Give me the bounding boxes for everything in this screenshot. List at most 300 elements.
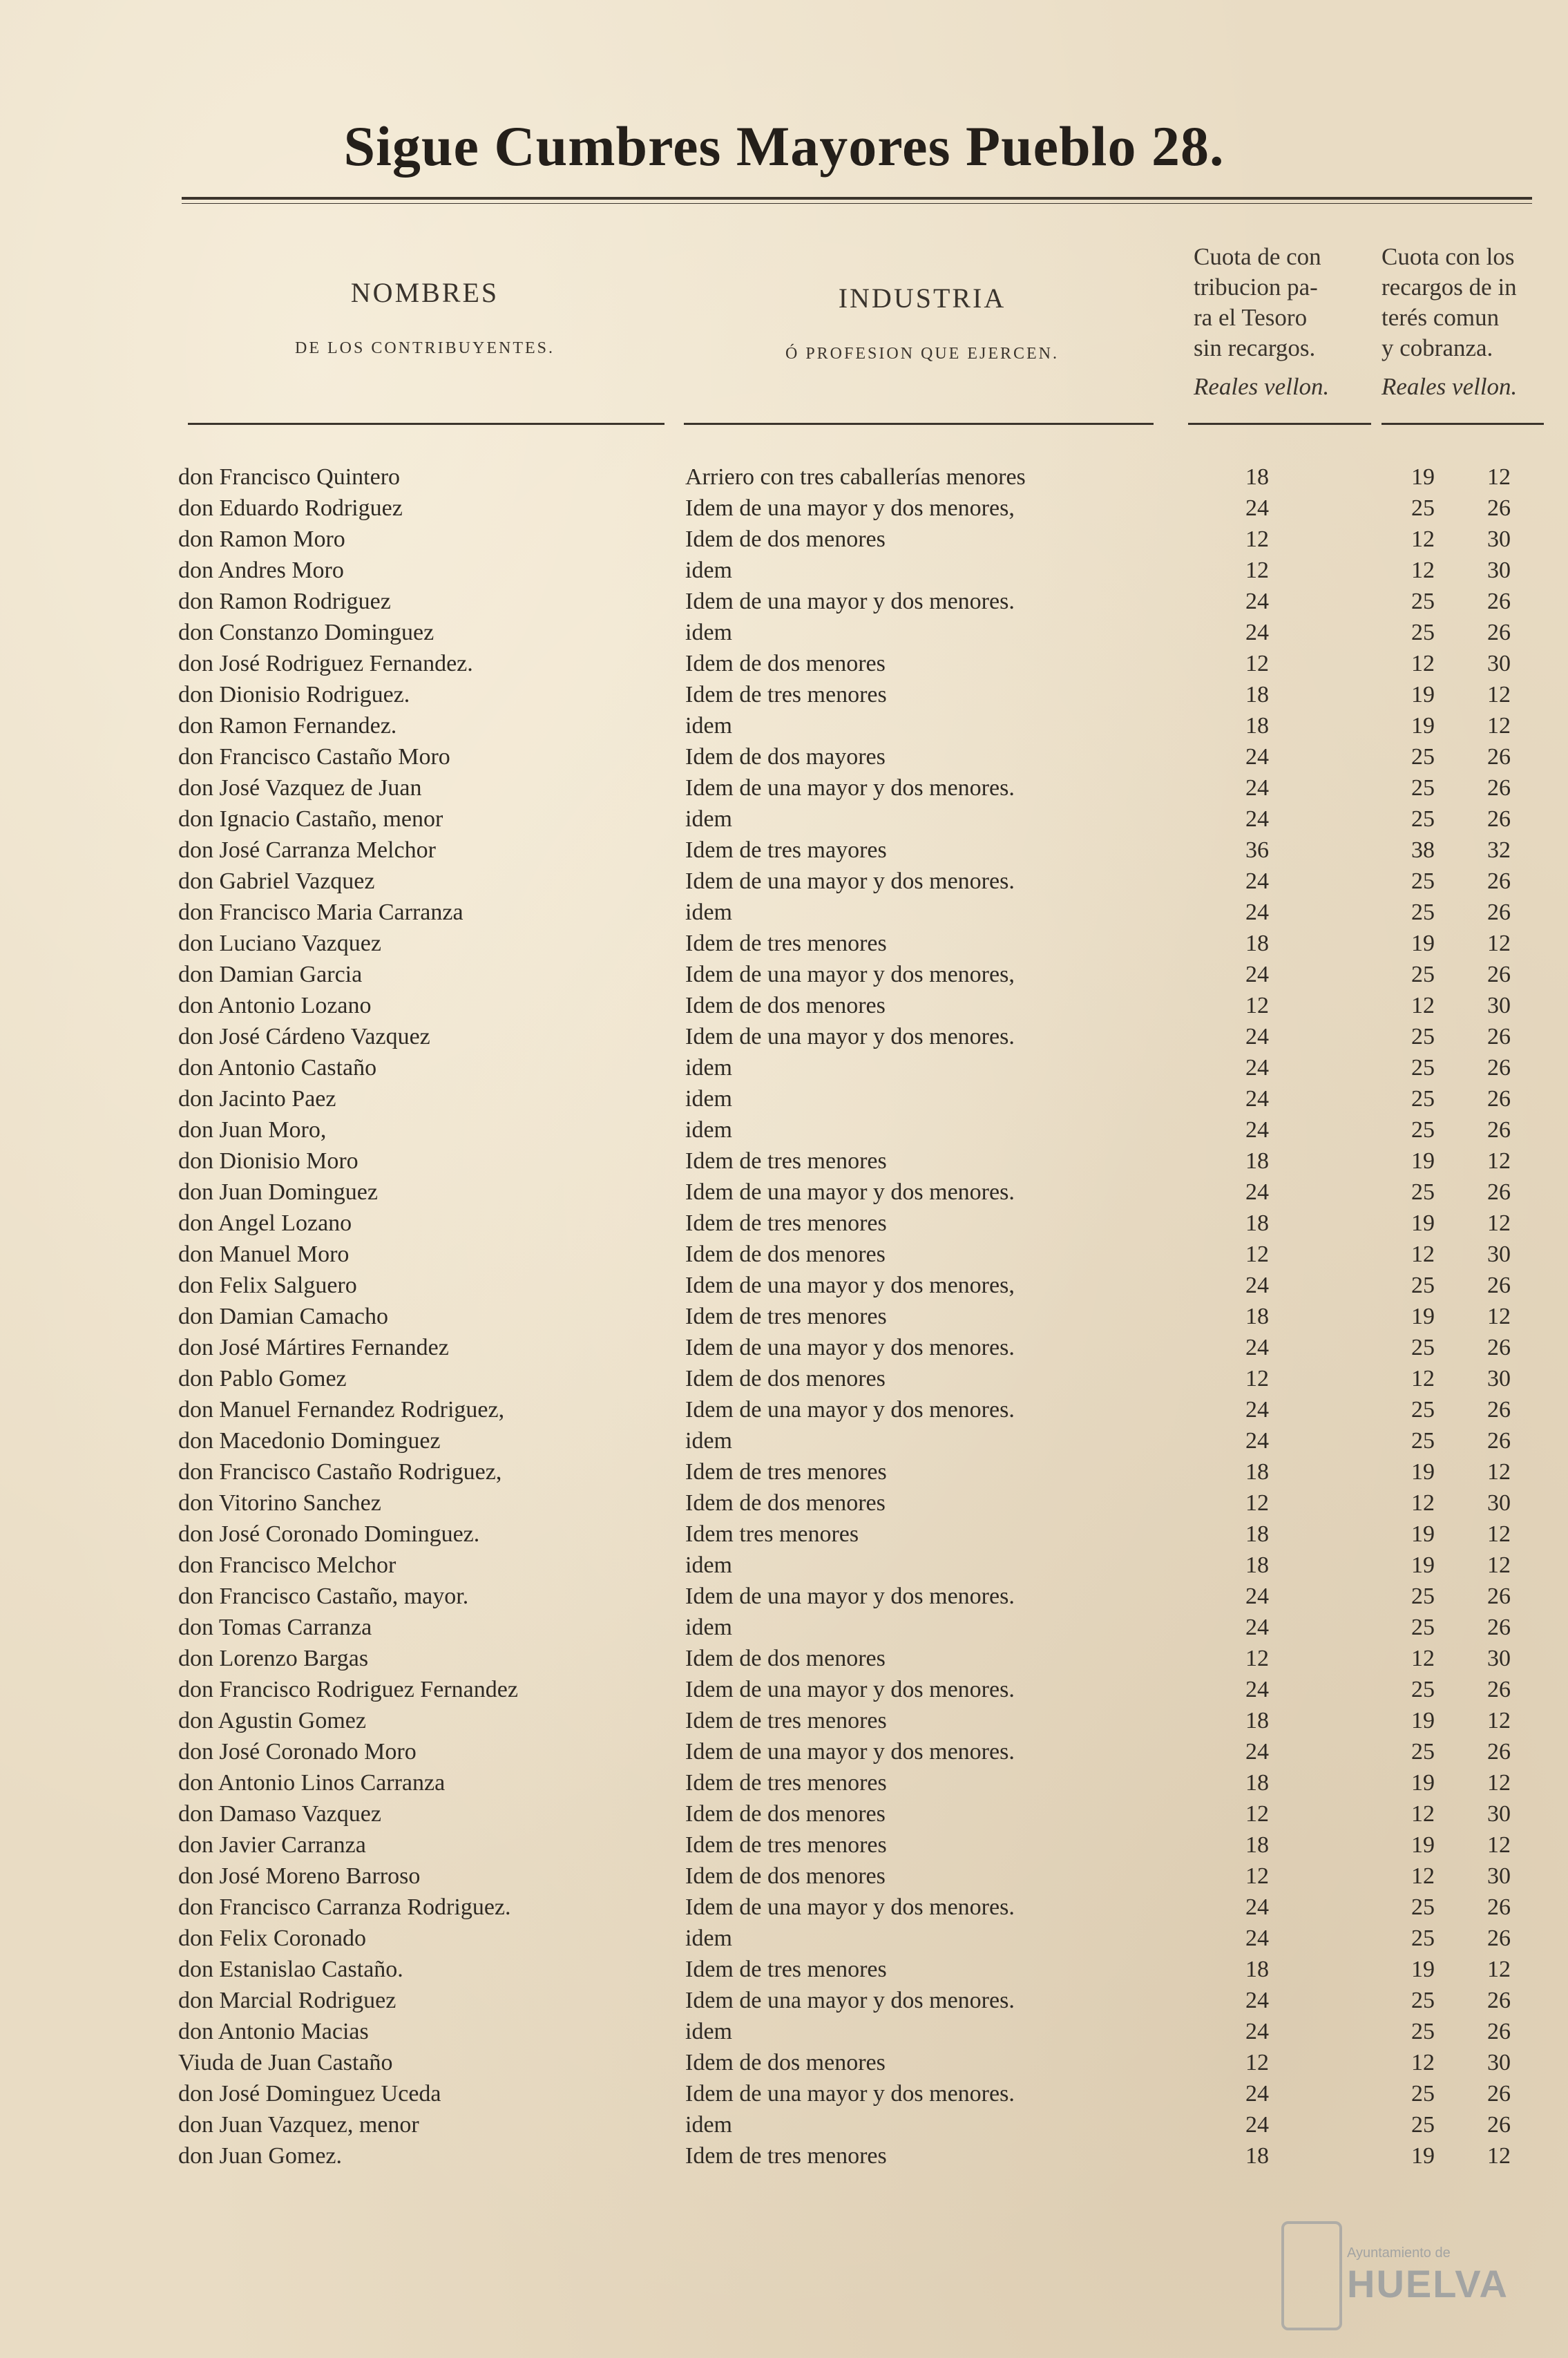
surcharge-maravedis-cell: 26 <box>1487 620 1511 645</box>
table-row <box>0 2078 1568 2109</box>
treasury-quota-cell: 12 <box>1245 1801 1269 1827</box>
surcharge-maravedis-cell: 12 <box>1487 713 1511 739</box>
surcharge-maravedis-cell: 26 <box>1487 1677 1511 1702</box>
contributor-name: don Jacinto Paez <box>178 1086 336 1112</box>
table-row <box>0 617 1568 648</box>
industry-cell: Idem de tres menores <box>685 1148 887 1174</box>
surcharge-reales-cell: 25 <box>1411 1024 1435 1049</box>
surcharge-maravedis-cell: 26 <box>1487 744 1511 770</box>
surcharge-maravedis-cell: 30 <box>1487 526 1511 552</box>
surcharge-maravedis-cell: 26 <box>1487 495 1511 521</box>
industry-cell: Idem de una mayor y dos menores. <box>685 589 1015 614</box>
title-rule-top <box>182 197 1532 200</box>
contributor-name: don Juan Vazquez, menor <box>178 2112 419 2138</box>
treasury-quota-cell: 18 <box>1245 713 1269 739</box>
surcharge-maravedis-cell: 30 <box>1487 2050 1511 2075</box>
surcharge-reales-cell: 19 <box>1411 1304 1435 1329</box>
contributor-name: don Francisco Rodriguez Fernandez <box>178 1677 518 1702</box>
industry-cell: Idem de una mayor y dos menores. <box>685 775 1015 801</box>
treasury-quota-cell: 18 <box>1245 464 1269 490</box>
table-row <box>0 679 1568 710</box>
archive-stamp-icon <box>1281 2221 1342 2330</box>
table-row <box>0 1052 1568 1083</box>
surcharge-maravedis-cell: 26 <box>1487 1024 1511 1049</box>
header-surcharge-line-4: y cobranza. <box>1381 334 1493 361</box>
table-row <box>0 1177 1568 1208</box>
industry-cell: Idem de tres menores <box>685 1304 887 1329</box>
surcharge-maravedis-cell: 26 <box>1487 1117 1511 1143</box>
industry-cell: Idem de dos menores <box>685 1242 886 1267</box>
header-rule-surcharge <box>1381 423 1544 425</box>
treasury-quota-cell: 18 <box>1245 1304 1269 1329</box>
contributor-name: don José Mártires Fernandez <box>178 1335 449 1360</box>
contributor-name: don Juan Moro, <box>178 1117 327 1143</box>
surcharge-maravedis-cell: 26 <box>1487 1615 1511 1640</box>
contributor-name: don José Dominguez Uceda <box>178 2081 441 2107</box>
contributor-name: Viuda de Juan Castaño <box>178 2050 393 2075</box>
treasury-quota-cell: 24 <box>1245 2019 1269 2044</box>
surcharge-maravedis-cell: 12 <box>1487 1304 1511 1329</box>
table-row <box>0 1674 1568 1705</box>
industry-cell: Idem de tres menores <box>685 1832 887 1858</box>
contributor-name: don Marcial Rodriguez <box>178 1988 396 2013</box>
table-row <box>0 1487 1568 1519</box>
industry-cell: Idem de dos menores <box>685 1490 886 1516</box>
treasury-quota-cell: 18 <box>1245 931 1269 956</box>
contributor-name: don Lorenzo Bargas <box>178 1646 369 1671</box>
industry-cell: Idem de tres mayores <box>685 837 887 863</box>
industry-cell: Idem de tres menores <box>685 931 887 956</box>
industry-cell: Idem de una mayor y dos menores, <box>685 1273 1015 1298</box>
header-treasury-line-4: sin recargos. <box>1194 334 1316 361</box>
surcharge-reales-cell: 19 <box>1411 2143 1435 2169</box>
surcharge-reales-cell: 19 <box>1411 1832 1435 1858</box>
table-row <box>0 835 1568 866</box>
treasury-quota-cell: 12 <box>1245 526 1269 552</box>
contributor-name: don Felix Salguero <box>178 1273 357 1298</box>
surcharge-reales-cell: 25 <box>1411 868 1435 894</box>
contributor-name: don Macedonio Dominguez <box>178 1428 441 1454</box>
treasury-quota-cell: 24 <box>1245 1086 1269 1112</box>
industry-cell: idem <box>685 558 732 583</box>
industry-cell: idem <box>685 1055 732 1081</box>
treasury-quota-cell: 24 <box>1245 1988 1269 2013</box>
contributor-name: don Tomas Carranza <box>178 1615 372 1640</box>
surcharge-maravedis-cell: 26 <box>1487 806 1511 832</box>
table-row <box>0 2109 1568 2140</box>
surcharge-maravedis-cell: 26 <box>1487 775 1511 801</box>
surcharge-reales-cell: 19 <box>1411 713 1435 739</box>
contributor-name: don José Carranza Melchor <box>178 837 436 863</box>
surcharge-reales-cell: 19 <box>1411 1957 1435 1982</box>
contributors-table <box>0 462 1568 2171</box>
table-row <box>0 1767 1568 1798</box>
header-treasury-unit: Reales vellon. <box>1194 373 1330 400</box>
surcharge-reales-cell: 19 <box>1411 1521 1435 1547</box>
surcharge-reales-cell: 19 <box>1411 682 1435 707</box>
treasury-quota-cell: 24 <box>1245 1179 1269 1205</box>
surcharge-reales-cell: 25 <box>1411 806 1435 832</box>
industry-cell: Idem de tres menores <box>685 1957 887 1982</box>
contributor-name: don Manuel Moro <box>178 1242 350 1267</box>
header-treasury-line-3: ra el Tesoro <box>1194 304 1308 331</box>
surcharge-reales-cell: 25 <box>1411 900 1435 925</box>
table-row <box>0 1861 1568 1892</box>
industry-cell: Idem de dos menores <box>685 2050 886 2075</box>
treasury-quota-cell: 12 <box>1245 1242 1269 1267</box>
treasury-quota-cell: 18 <box>1245 1459 1269 1485</box>
treasury-quota-cell: 24 <box>1245 1584 1269 1609</box>
table-row <box>0 897 1568 928</box>
contributor-name: don Damian Garcia <box>178 962 363 987</box>
surcharge-maravedis-cell: 12 <box>1487 1708 1511 1733</box>
industry-cell: Idem de una mayor y dos menores. <box>685 868 1015 894</box>
surcharge-reales-cell: 19 <box>1411 1210 1435 1236</box>
surcharge-reales-cell: 25 <box>1411 1428 1435 1454</box>
surcharge-reales-cell: 12 <box>1411 1863 1435 1889</box>
archive-stamp-small: Ayuntamiento de <box>1347 2245 1451 2261</box>
industry-cell: Idem de una mayor y dos menores. <box>685 1024 1015 1049</box>
contributor-name: don Pablo Gomez <box>178 1366 347 1391</box>
header-treasury-line-2: tribucion pa- <box>1194 274 1318 301</box>
surcharge-maravedis-cell: 26 <box>1487 2019 1511 2044</box>
table-row <box>0 1581 1568 1612</box>
industry-cell: idem <box>685 713 732 739</box>
table-row <box>0 866 1568 897</box>
header-rule-treasury <box>1188 423 1371 425</box>
page-title: Sigue Cumbres Mayores Pueblo 28. <box>343 115 1225 178</box>
surcharge-maravedis-cell: 30 <box>1487 1801 1511 1827</box>
surcharge-reales-cell: 38 <box>1411 837 1435 863</box>
surcharge-maravedis-cell: 26 <box>1487 900 1511 925</box>
treasury-quota-cell: 24 <box>1245 620 1269 645</box>
surcharge-maravedis-cell: 26 <box>1487 1988 1511 2013</box>
surcharge-maravedis-cell: 26 <box>1487 868 1511 894</box>
treasury-quota-cell: 18 <box>1245 1957 1269 1982</box>
industry-cell: Idem de tres menores <box>685 1459 887 1485</box>
industry-cell: Idem de una mayor y dos menores. <box>685 1584 1015 1609</box>
surcharge-reales-cell: 12 <box>1411 1366 1435 1391</box>
industry-cell: Idem de tres menores <box>685 1708 887 1733</box>
contributor-name: don Francisco Melchor <box>178 1552 396 1578</box>
surcharge-reales-cell: 19 <box>1411 464 1435 490</box>
contributor-name: don Ignacio Castaño, menor <box>178 806 443 832</box>
surcharge-maravedis-cell: 30 <box>1487 1863 1511 1889</box>
surcharge-reales-cell: 12 <box>1411 1490 1435 1516</box>
header-names-title: NOMBRES <box>350 277 499 308</box>
industry-cell: Idem de dos menores <box>685 526 886 552</box>
treasury-quota-cell: 18 <box>1245 1708 1269 1733</box>
contributor-name: don Dionisio Moro <box>178 1148 358 1174</box>
treasury-quota-cell: 24 <box>1245 744 1269 770</box>
surcharge-reales-cell: 25 <box>1411 1273 1435 1298</box>
industry-cell: Idem de dos menores <box>685 1366 886 1391</box>
treasury-quota-cell: 24 <box>1245 495 1269 521</box>
surcharge-reales-cell: 12 <box>1411 526 1435 552</box>
table-row <box>0 1145 1568 1177</box>
treasury-quota-cell: 24 <box>1245 2112 1269 2138</box>
industry-cell: Idem de una mayor y dos menores. <box>685 1988 1015 2013</box>
treasury-quota-cell: 18 <box>1245 1148 1269 1174</box>
treasury-quota-cell: 24 <box>1245 1117 1269 1143</box>
surcharge-reales-cell: 25 <box>1411 2112 1435 2138</box>
table-row <box>0 959 1568 990</box>
table-row <box>0 1083 1568 1114</box>
treasury-quota-cell: 36 <box>1245 837 1269 863</box>
surcharge-reales-cell: 12 <box>1411 651 1435 676</box>
surcharge-maravedis-cell: 12 <box>1487 1148 1511 1174</box>
table-row <box>0 493 1568 524</box>
table-row <box>0 524 1568 555</box>
surcharge-maravedis-cell: 26 <box>1487 1397 1511 1423</box>
contributor-name: don Juan Gomez. <box>178 2143 343 2169</box>
industry-cell: idem <box>685 806 732 832</box>
treasury-quota-cell: 24 <box>1245 775 1269 801</box>
contributor-name: don Constanzo Dominguez <box>178 620 434 645</box>
surcharge-reales-cell: 25 <box>1411 775 1435 801</box>
contributor-name: don Ramon Rodriguez <box>178 589 391 614</box>
contributor-name: don José Cárdeno Vazquez <box>178 1024 430 1049</box>
table-row <box>0 928 1568 959</box>
surcharge-maravedis-cell: 12 <box>1487 1957 1511 1982</box>
treasury-quota-cell: 18 <box>1245 1521 1269 1547</box>
surcharge-reales-cell: 25 <box>1411 495 1435 521</box>
contributor-name: don Ramon Fernandez. <box>178 713 397 739</box>
treasury-quota-cell: 18 <box>1245 1552 1269 1578</box>
industry-cell: Idem de dos menores <box>685 1801 886 1827</box>
contributor-name: don Damian Camacho <box>178 1304 389 1329</box>
surcharge-reales-cell: 25 <box>1411 1397 1435 1423</box>
surcharge-maravedis-cell: 12 <box>1487 2143 1511 2169</box>
surcharge-maravedis-cell: 30 <box>1487 651 1511 676</box>
surcharge-maravedis-cell: 26 <box>1487 1179 1511 1205</box>
table-row <box>0 2140 1568 2171</box>
surcharge-maravedis-cell: 26 <box>1487 1335 1511 1360</box>
table-row <box>0 1332 1568 1363</box>
treasury-quota-cell: 24 <box>1245 1677 1269 1702</box>
contributor-name: don Agustin Gomez <box>178 1708 366 1733</box>
table-row <box>0 990 1568 1021</box>
contributor-name: don Luciano Vazquez <box>178 931 381 956</box>
surcharge-reales-cell: 25 <box>1411 2019 1435 2044</box>
surcharge-maravedis-cell: 26 <box>1487 1273 1511 1298</box>
industry-cell: Idem tres menores <box>685 1521 859 1547</box>
industry-cell: Idem de una mayor y dos menores. <box>685 2081 1015 2107</box>
table-row <box>0 1425 1568 1456</box>
contributor-name: don Ramon Moro <box>178 526 345 552</box>
surcharge-reales-cell: 25 <box>1411 1117 1435 1143</box>
contributor-name: don Angel Lozano <box>178 1210 352 1236</box>
industry-cell: Idem de una mayor y dos menores. <box>685 1335 1015 1360</box>
industry-cell: Idem de una mayor y dos menores, <box>685 495 1015 521</box>
contributor-name: don Andres Moro <box>178 558 344 583</box>
surcharge-maravedis-cell: 12 <box>1487 931 1511 956</box>
table-row <box>0 1208 1568 1239</box>
surcharge-reales-cell: 25 <box>1411 1988 1435 2013</box>
surcharge-maravedis-cell: 26 <box>1487 1086 1511 1112</box>
table-row <box>0 1456 1568 1487</box>
treasury-quota-cell: 24 <box>1245 962 1269 987</box>
surcharge-maravedis-cell: 26 <box>1487 1428 1511 1454</box>
surcharge-maravedis-cell: 26 <box>1487 962 1511 987</box>
industry-cell: idem <box>685 2112 732 2138</box>
treasury-quota-cell: 18 <box>1245 1832 1269 1858</box>
surcharge-maravedis-cell: 12 <box>1487 1832 1511 1858</box>
treasury-quota-cell: 24 <box>1245 1615 1269 1640</box>
surcharge-reales-cell: 12 <box>1411 1646 1435 1671</box>
industry-cell: Idem de una mayor y dos menores. <box>685 1677 1015 1702</box>
treasury-quota-cell: 12 <box>1245 1863 1269 1889</box>
industry-cell: idem <box>685 2019 732 2044</box>
table-row <box>0 741 1568 772</box>
industry-cell: idem <box>685 1615 732 1640</box>
surcharge-reales-cell: 25 <box>1411 1055 1435 1081</box>
contributor-name: don Eduardo Rodriguez <box>178 495 403 521</box>
table-row <box>0 555 1568 586</box>
surcharge-reales-cell: 25 <box>1411 1739 1435 1765</box>
surcharge-maravedis-cell: 26 <box>1487 1894 1511 1920</box>
contributor-name: don José Vazquez de Juan <box>178 775 422 801</box>
table-row <box>0 1643 1568 1674</box>
header-rule-names <box>188 423 665 425</box>
treasury-quota-cell: 24 <box>1245 868 1269 894</box>
treasury-quota-cell: 24 <box>1245 1926 1269 1951</box>
surcharge-maravedis-cell: 30 <box>1487 1242 1511 1267</box>
header-surcharge <box>1381 242 1517 402</box>
contributor-name: don Dionisio Rodriguez. <box>178 682 410 707</box>
header-names <box>173 276 677 358</box>
contributor-name: don Juan Dominguez <box>178 1179 378 1205</box>
surcharge-maravedis-cell: 30 <box>1487 558 1511 583</box>
surcharge-reales-cell: 25 <box>1411 1584 1435 1609</box>
table-row <box>0 1114 1568 1145</box>
table-row <box>0 1021 1568 1052</box>
treasury-quota-cell: 24 <box>1245 1428 1269 1454</box>
table-row <box>0 648 1568 679</box>
treasury-quota-cell: 12 <box>1245 651 1269 676</box>
header-surcharge-line-2: recargos de in <box>1381 274 1517 301</box>
industry-cell: idem <box>685 1117 732 1143</box>
surcharge-maravedis-cell: 26 <box>1487 1584 1511 1609</box>
archive-stamp-large: HUELVA <box>1347 2262 1509 2305</box>
treasury-quota-cell: 12 <box>1245 558 1269 583</box>
surcharge-maravedis-cell: 12 <box>1487 1552 1511 1578</box>
treasury-quota-cell: 18 <box>1245 1770 1269 1796</box>
surcharge-reales-cell: 25 <box>1411 962 1435 987</box>
surcharge-reales-cell: 19 <box>1411 1552 1435 1578</box>
treasury-quota-cell: 24 <box>1245 1335 1269 1360</box>
treasury-quota-cell: 24 <box>1245 1024 1269 1049</box>
industry-cell: Idem de una mayor y dos menores. <box>685 1894 1015 1920</box>
contributor-name: don José Coronado Moro <box>178 1739 417 1765</box>
contributor-name: don Damaso Vazquez <box>178 1801 381 1827</box>
surcharge-maravedis-cell: 30 <box>1487 1490 1511 1516</box>
table-row <box>0 1394 1568 1425</box>
surcharge-reales-cell: 19 <box>1411 1148 1435 1174</box>
table-row <box>0 1829 1568 1861</box>
industry-cell: Idem de tres menores <box>685 1770 887 1796</box>
surcharge-reales-cell: 25 <box>1411 744 1435 770</box>
contributor-name: don Francisco Quintero <box>178 464 401 490</box>
contributor-name: don Estanislao Castaño. <box>178 1957 403 1982</box>
contributor-name: don Francisco Castaño Moro <box>178 744 450 770</box>
contributor-name: don Antonio Linos Carranza <box>178 1770 446 1796</box>
industry-cell: idem <box>685 1552 732 1578</box>
table-row <box>0 462 1568 493</box>
treasury-quota-cell: 24 <box>1245 900 1269 925</box>
industry-cell: Idem de una mayor y dos menores. <box>685 1179 1015 1205</box>
treasury-quota-cell: 12 <box>1245 993 1269 1018</box>
industry-cell: Idem de tres menores <box>685 682 887 707</box>
header-industry-title: INDUSTRIA <box>838 283 1006 314</box>
table-row <box>0 1705 1568 1736</box>
contributor-name: don Francisco Castaño Rodriguez, <box>178 1459 502 1485</box>
surcharge-reales-cell: 25 <box>1411 1677 1435 1702</box>
industry-cell: idem <box>685 1086 732 1112</box>
surcharge-reales-cell: 19 <box>1411 931 1435 956</box>
surcharge-maravedis-cell: 30 <box>1487 993 1511 1018</box>
table-row <box>0 2016 1568 2047</box>
table-row <box>0 2047 1568 2078</box>
contributor-name: don José Rodriguez Fernandez. <box>178 651 473 676</box>
treasury-quota-cell: 24 <box>1245 1273 1269 1298</box>
header-surcharge-line-3: terés comun <box>1381 304 1500 331</box>
table-row <box>0 1985 1568 2016</box>
industry-cell: Idem de una mayor y dos menores. <box>685 1397 1015 1423</box>
contributor-name: don Javier Carranza <box>178 1832 366 1858</box>
surcharge-reales-cell: 19 <box>1411 1770 1435 1796</box>
header-industry <box>684 282 1160 363</box>
contributor-name: don Francisco Maria Carranza <box>178 900 463 925</box>
contributor-name: don Manuel Fernandez Rodriguez, <box>178 1397 505 1423</box>
header-surcharge-unit: Reales vellon. <box>1381 373 1518 400</box>
treasury-quota-cell: 24 <box>1245 806 1269 832</box>
table-row <box>0 772 1568 804</box>
surcharge-maravedis-cell: 12 <box>1487 1459 1511 1485</box>
header-names-subtitle: DE LOS CONTRIBUYENTES. <box>295 339 555 357</box>
industry-cell: Idem de una mayor y dos menores, <box>685 962 1015 987</box>
table-row <box>0 1270 1568 1301</box>
contributor-name: don Francisco Carranza Rodriguez. <box>178 1894 511 1920</box>
table-row <box>0 586 1568 617</box>
table-row <box>0 710 1568 741</box>
industry-cell: Arriero con tres caballerías menores <box>685 464 1026 490</box>
surcharge-maravedis-cell: 12 <box>1487 1770 1511 1796</box>
title-rule-bottom <box>182 203 1532 204</box>
surcharge-maravedis-cell: 26 <box>1487 1055 1511 1081</box>
contributor-name: don Felix Coronado <box>178 1926 366 1951</box>
table-row <box>0 1363 1568 1394</box>
industry-cell: Idem de dos menores <box>685 1863 886 1889</box>
table-row <box>0 1923 1568 1954</box>
treasury-quota-cell: 12 <box>1245 1366 1269 1391</box>
industry-cell: Idem de tres menores <box>685 1210 887 1236</box>
surcharge-reales-cell: 25 <box>1411 1926 1435 1951</box>
header-treasury <box>1194 242 1329 402</box>
contributor-name: don Antonio Lozano <box>178 993 372 1018</box>
treasury-quota-cell: 12 <box>1245 2050 1269 2075</box>
surcharge-maravedis-cell: 26 <box>1487 2112 1511 2138</box>
surcharge-reales-cell: 25 <box>1411 1894 1435 1920</box>
treasury-quota-cell: 18 <box>1245 2143 1269 2169</box>
surcharge-maravedis-cell: 12 <box>1487 682 1511 707</box>
header-industry-subtitle: Ó PROFESION QUE EJERCEN. <box>785 345 1060 363</box>
table-row <box>0 1736 1568 1767</box>
surcharge-reales-cell: 25 <box>1411 589 1435 614</box>
table-row <box>0 1301 1568 1332</box>
surcharge-reales-cell: 25 <box>1411 1335 1435 1360</box>
header-surcharge-line-1: Cuota con los <box>1381 243 1515 270</box>
